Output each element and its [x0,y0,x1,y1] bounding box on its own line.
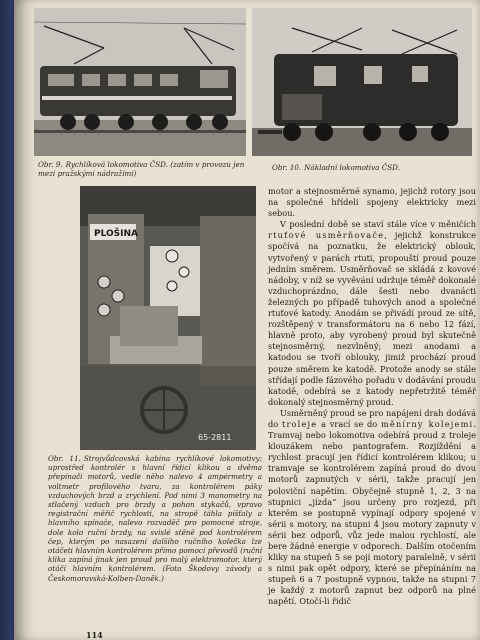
figure-9-text: Rychlíková lokomotiva ČSD. (zatím v provozu jen mezi pražskými nádražími) [38,160,245,179]
body-paragraph [268,219,476,408]
figure-10-caption [272,163,472,172]
cab-number-text: 65-2811 [198,433,232,442]
freight-locomotive-illustration [252,8,472,156]
emphasized-term: měnírny kolejemi [380,418,474,429]
figure-11-label: Obr. 11. [48,454,81,463]
body-text: Usměrněný proud se pro napájení drah dodává do [268,407,476,429]
cab-sign-text: PLOŠINA [94,229,138,239]
body-paragraph [268,408,476,608]
book-page [14,0,480,640]
figure-10-photo [252,8,472,156]
right-text-column [268,186,476,608]
body-text: , jejichž konstrukce spočívá na poznatku, že elektrický oblouk, vytvořený v parách rtuti, propouští proud pouze jedním směrem. Usměrňovač se skládá z kovové nádoby, v níž se vyvěvání udržuje téměř dokonalé vzduchoprázdno, dále šesti nebo dvanácti železných po případě tuhových anod a společné rtuťové katody. Anodám se přivádí proud ze sítě, rozštěpený v transformátoru na 6 nebo 12 fází, hlavně proto, aby vyrobený proud byl skutečně stejnosměrný, nezvlněný; mezi anodami a katodou se tvoří oblouky, jimiž prochází proud pouze směrem ke katodě. Protože anody se stále střídají podle fázového pořadu v dodávání proudu katodě, odebírá se z katody nepřetržitě téměř dokonalý stejnosměrný proud. [268,230,476,407]
page-number: 114 [86,630,103,640]
body-text: a vrací se do [317,418,381,429]
figure-10-label: Obr. 10. [272,163,302,172]
figure-9-caption [38,160,250,178]
emphasized-term: rtuťové usměrňovače [268,230,385,241]
figure-11-caption [48,454,262,583]
figure-9-label: Obr. 9. [38,160,63,169]
body-text: V poslední době se staví stále více v měničích [280,219,476,230]
figure-11-text: Strojvůdcovská kabina rychlíkové lokomotivy: uprostřed kontrolér s hlavní řídicí klikou a dvěma přepínači motorů, vedle něho nalevo 4 ampérmetry a voltmetr profilového tvaru, za kontrolérem páky vzduchových brzd a zrychlení. Pod nimi 3 manometry na stlačený vzduch pro brzdy a pohon stykačů, vpravo registrační měřič rychlosti, na stropě táhla píšťaly a hlavního spínače, nalevo rozvaděč pro pomocné stroje, dole kolo ruční brzdy, na svislé stěně pod kontrolérem čep, kterým po nasazení dalšího ručního kolečka lze otáčeti hlavním kontrolérem přímo pomocí převodů (ruční klika zapíná jinak jen proud pro malý elektromotor, který otáčí hlavním kontrolérem. (Foto Škodovy závody a Českomoravská-Kolben-Daněk.) [48,454,263,583]
figure-11-photo [80,186,256,450]
figure-10-text: Nákladní lokomotiva ČSD. [304,163,400,172]
body-text: . Tramvaj nebo lokomotiva odebírá proud z troleje klouzákem nebo pantografem. Rozjíždění a rychlost pracují jen řídicí kontrolérem klikou; u tramvaje se kontrolérem zapíná proud do dvou motorů zapnutých v sérii, takže pracují jen poloviční napětím. Obyčejně stupně 1, 2, 3 na stupnici „jízda“ jsou určeny pro rozjezd, při kterém se postupně vypínají odpory spojené v sérii s motory, na stupni 4 jsou motory zapnuty v sérii bez odporů, vůz jede malou rychlostí, ale bere žádné energie v odporech. Dalším otočením kliky na stupeň 5 se pojí motory paralelně, v sérii s nimi pak opět odpory, které se přepínáním na stupeň 6 a 7 postupně vypnou, takže na stupni 7 je každý z motorů zapnut bez odporů na plné napětí. Otočí-li řidič [268,418,476,607]
body-paragraph: motor a stejnosměrné synamo, jejichž rotory jsou na společné hřídeli spojeny elektricky mezi sebou. [268,186,476,219]
emphasized-term: troleje [281,418,318,429]
locomotive-cab-illustration [80,186,256,450]
express-locomotive-illustration [34,8,246,156]
figure-9-photo [34,8,246,156]
